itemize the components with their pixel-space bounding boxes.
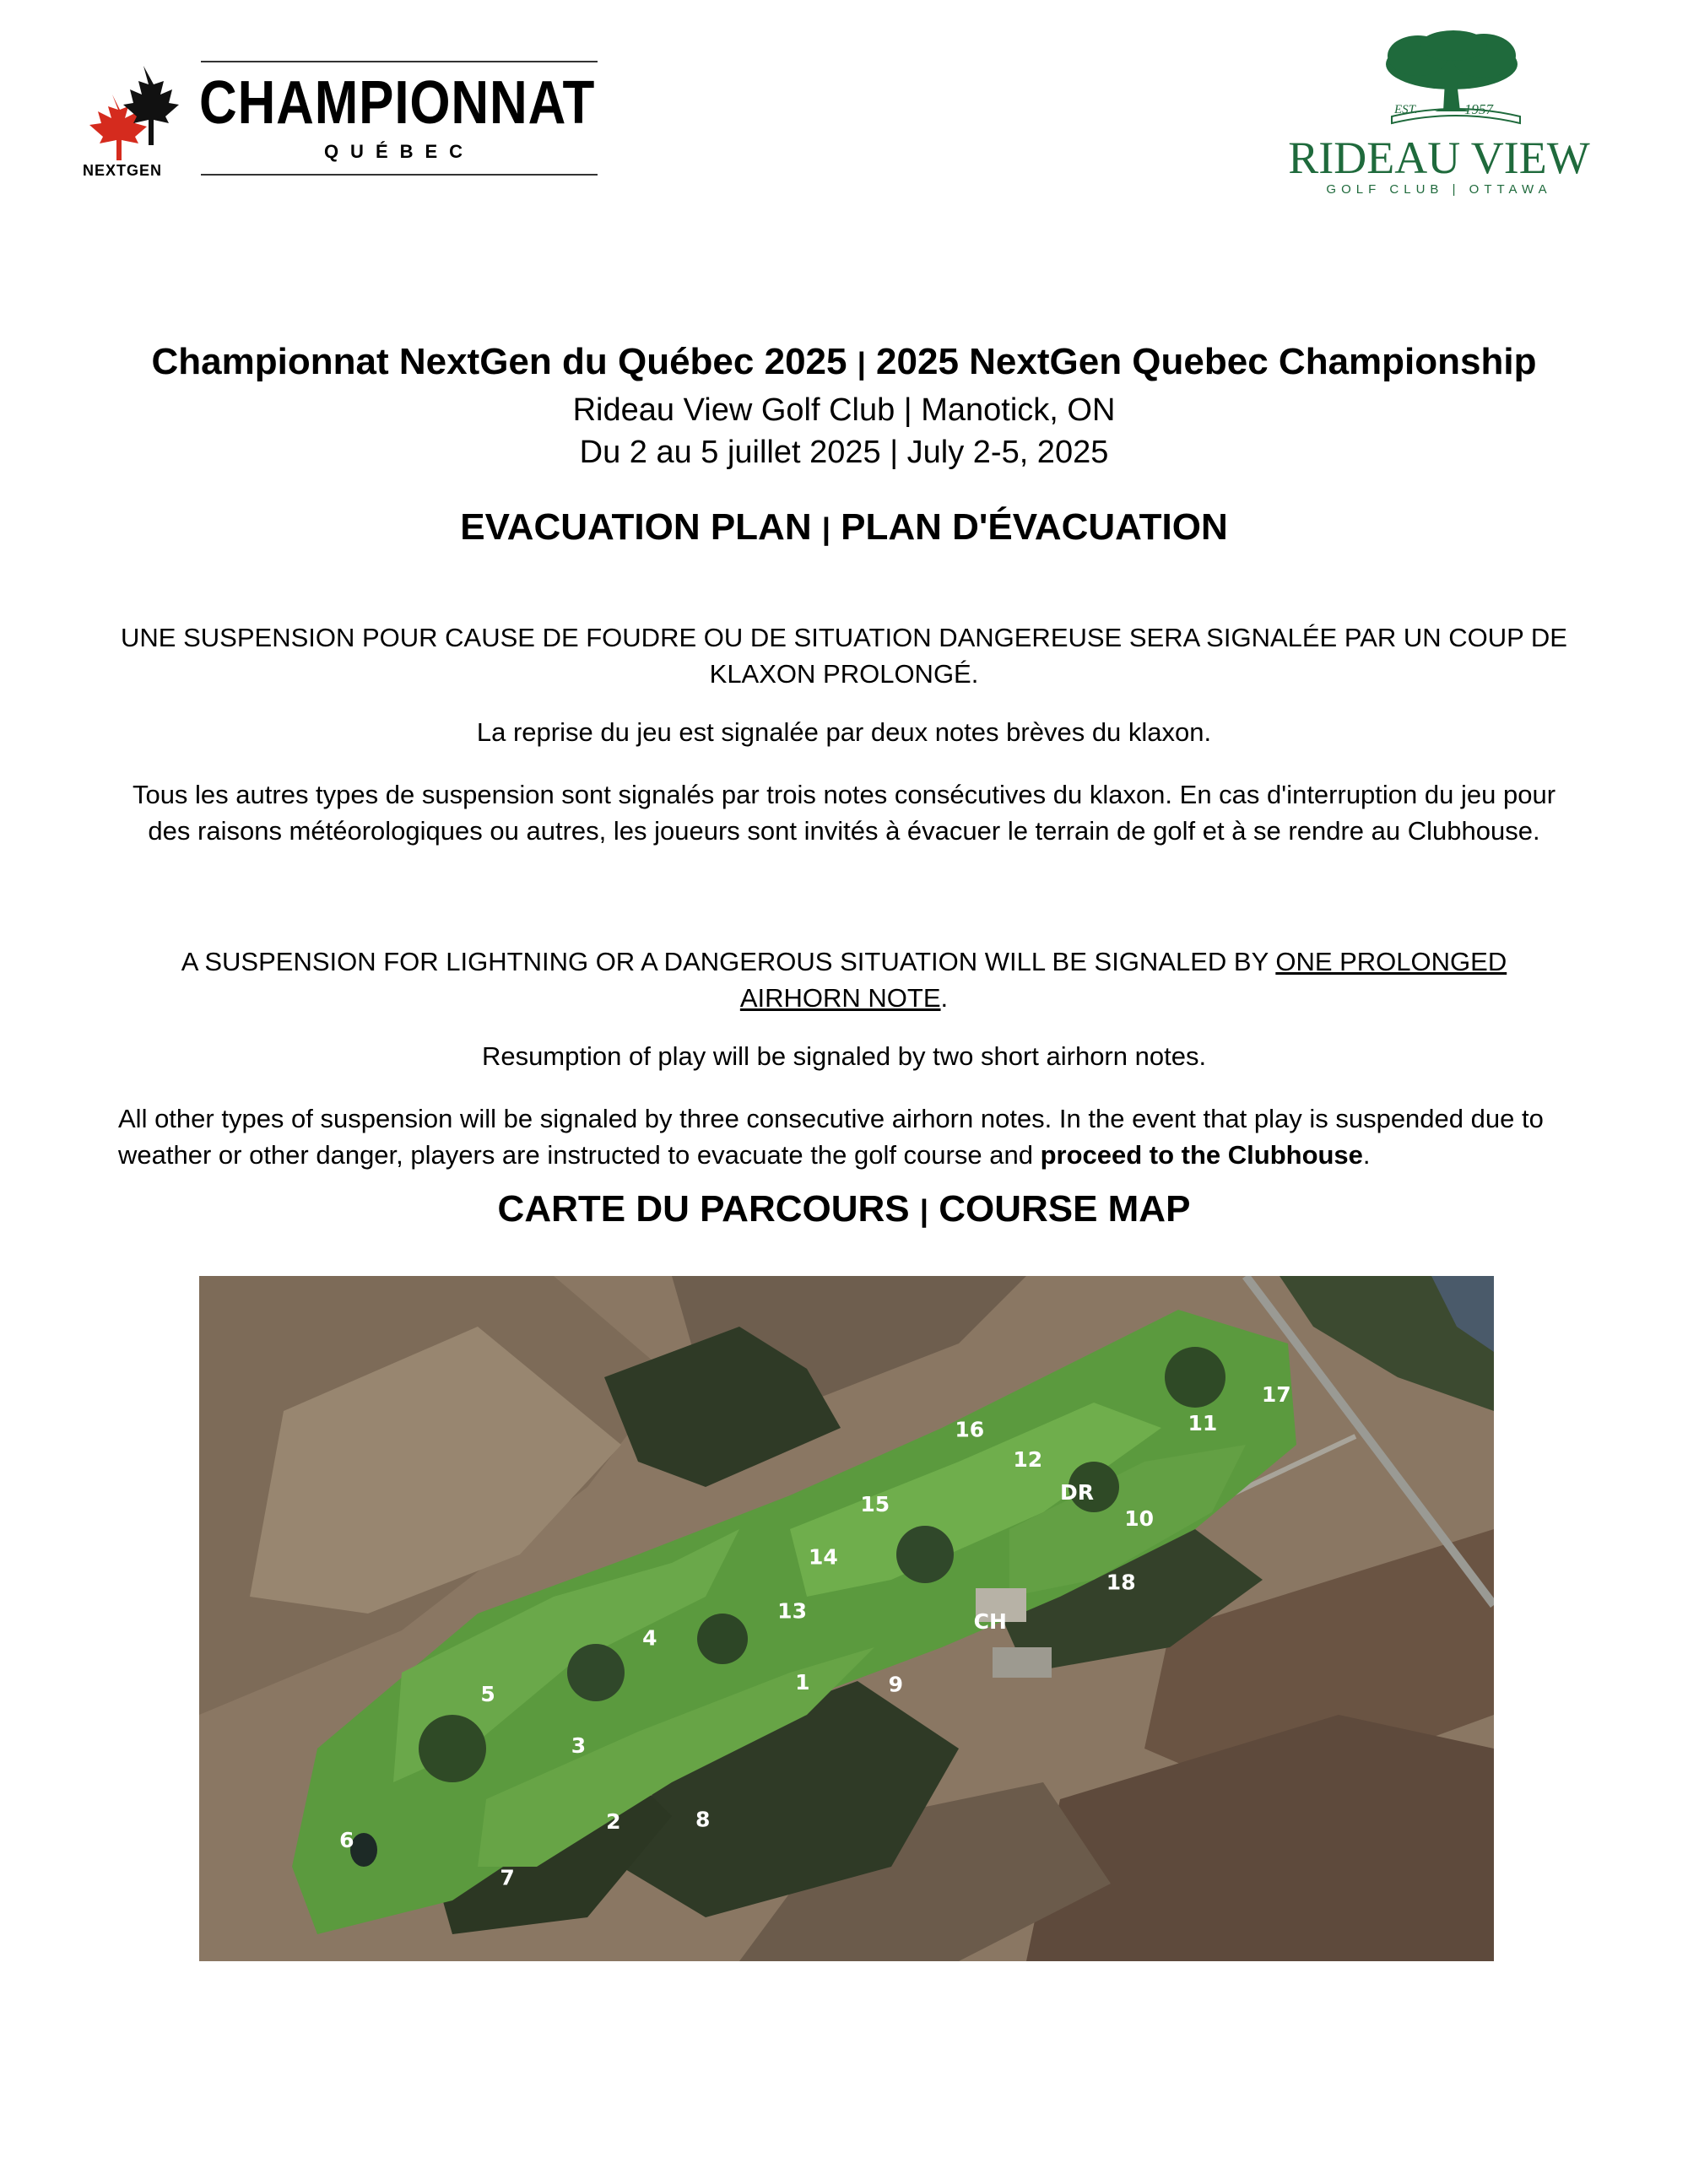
- est-label: EST.: [1394, 103, 1418, 116]
- course-map-image: [199, 1276, 1494, 1961]
- hole-label-16: 16: [955, 1417, 985, 1442]
- hole-label-15: 15: [860, 1492, 890, 1517]
- hole-label-6: 6: [339, 1827, 354, 1852]
- event-title-fr: Championnat NextGen du Québec 2025: [151, 341, 847, 382]
- fr-suspension-notice: UNE SUSPENSION POUR CAUSE DE FOUDRE OU DE SITUATION DANGEREUSE SERA SIGNALÉE PAR UN COUP DE KLAXON PROLONGÉ.: [121, 623, 1567, 689]
- en-other-end: .: [1362, 1140, 1371, 1170]
- logo-rule-top: [201, 61, 598, 62]
- en-suspension-underlined: ONE PROLONGED AIRHORN NOTE: [739, 947, 1507, 1013]
- course-map-heading-fr: CARTE DU PARCOURS: [497, 1188, 910, 1230]
- en-other-text: All other types of suspension will be signaled by three consecutive airhorn notes. In the event that play is suspended due to weather or other danger, players are instructed to evacuate the golf course and: [118, 1104, 1544, 1170]
- hole-label-13: 13: [777, 1598, 807, 1624]
- course-aerial-map: [199, 1276, 1494, 1961]
- evacuation-heading-fr: PLAN D'ÉVACUATION: [841, 506, 1228, 548]
- rideau-view-logo: [1283, 30, 1595, 199]
- hole-label-ch: CH: [973, 1608, 1007, 1634]
- event-title-separator: |: [857, 346, 866, 381]
- en-other-suspension-notice: [118, 1100, 1587, 1173]
- maple-leaf-icon: [74, 61, 184, 170]
- hole-label-10: 10: [1124, 1506, 1155, 1532]
- event-dates: Du 2 au 5 juillet 2025 | July 2-5, 2025: [579, 435, 1109, 470]
- en-resumption-notice: Resumption of play will be signaled by two short airhorn notes.: [481, 1041, 1207, 1071]
- fr-resumption-notice: La reprise du jeu est signalée par deux notes brèves du klaxon.: [476, 717, 1212, 747]
- hole-label-dr: DR: [1060, 1480, 1095, 1506]
- evacuation-heading-separator: |: [821, 511, 830, 546]
- en-suspension-text: A SUSPENSION FOR LIGHTNING OR A DANGEROUS SITUATION WILL BE SIGNALED BY: [181, 947, 1276, 976]
- hole-label-9: 9: [888, 1672, 903, 1697]
- event-venue: Rideau View Golf Club | Manotick, ON: [572, 392, 1116, 428]
- logo-rule-bottom: [201, 174, 598, 176]
- nextgen-wordmark: NEXTGEN: [83, 162, 163, 179]
- championnat-quebec-logo: [74, 61, 598, 187]
- en-other-bold: proceed to the Clubhouse: [1040, 1140, 1363, 1170]
- event-title: [0, 339, 1688, 387]
- hole-label-18: 18: [1106, 1570, 1136, 1595]
- hole-label-11: 11: [1188, 1411, 1218, 1436]
- hole-label-7: 7: [500, 1865, 515, 1890]
- hole-label-12: 12: [1013, 1447, 1043, 1473]
- course-map-heading-separator: |: [919, 1193, 928, 1228]
- championnat-wordmark: CHAMPIONNAT: [199, 69, 596, 137]
- hole-label-3: 3: [571, 1733, 587, 1758]
- evacuation-heading: [0, 505, 1688, 552]
- course-map-heading-en: COURSE MAP: [939, 1188, 1191, 1230]
- evacuation-heading-en: EVACUATION PLAN: [460, 506, 812, 548]
- rideau-view-tagline: GOLF CLUB | OTTAWA: [1326, 182, 1552, 197]
- rideau-view-wordmark: RIDEAU VIEW: [1288, 132, 1590, 183]
- course-map-heading: [0, 1187, 1688, 1234]
- en-suspension-notice: [118, 943, 1570, 1016]
- quebec-wordmark: QUÉBEC: [323, 141, 475, 162]
- fr-other-suspension-notice: Tous les autres types de suspension sont signalés par trois notes consécutives du klaxon. En cas d'interruption du jeu pour des raisons météorologiques ou autres, les joueurs sont invités à évacuer le terrain de golf et à se rendre au Clubhouse.: [132, 780, 1556, 846]
- en-suspension-end: .: [940, 983, 949, 1013]
- est-year: 1957: [1464, 101, 1493, 117]
- hole-label-14: 14: [808, 1544, 838, 1570]
- hole-label-2: 2: [606, 1808, 621, 1834]
- hole-label-5: 5: [480, 1681, 495, 1706]
- hole-label-17: 17: [1261, 1382, 1291, 1408]
- hole-label-8: 8: [695, 1807, 711, 1832]
- hole-label-4: 4: [642, 1625, 657, 1651]
- event-title-en: 2025 NextGen Quebec Championship: [876, 341, 1537, 382]
- hole-label-1: 1: [795, 1670, 810, 1695]
